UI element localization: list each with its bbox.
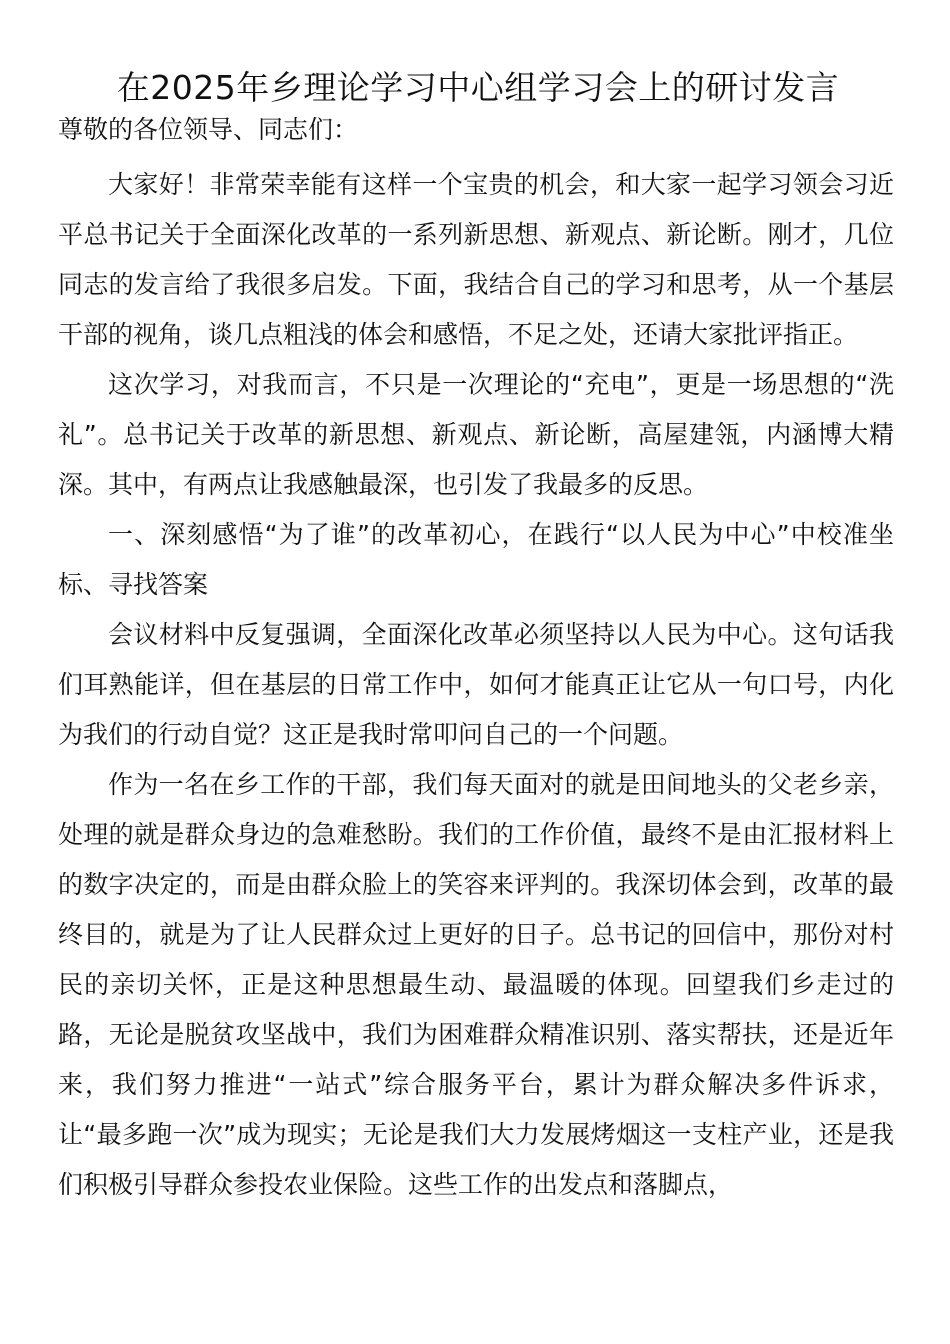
document-page: [58, 64, 894, 1210]
paragraph-learning-reflection: 这次学习，对我而言，不只是一次理论的“充电”，更是一场思想的“洗礼”。总书记关于改革的新思想、新观点、新论断，高屋建瓴，内涵博大精深。其中，有两点让我感触最深，也引发了我最多的反思。: [58, 370, 894, 499]
salutation: 尊敬的各位领导、同志们：: [58, 115, 359, 144]
paragraph-grassroots-work: 作为一名在乡工作的干部，我们每天面对的就是田间地头的父老乡亲，处理的就是群众身边的急难愁盼。我们的工作价值，最终不是由汇报材料上的数字决定的，而是由群众脸上的笑容来评判的。我深切体会到，改革的最终目的，就是为了让人民群众过上更好的日子。总书记的回信中，那份对村民的亲切关怀，正是这种思想最生动、最温暖的体现。回望我们乡走过的路，无论是脱贫攻坚战中，我们为困难群众精准识别、落实帮扶，还是近年来，我们努力推进“一站式”综合服务平台，累计为群众解决多件诉求，让“最多跑一次”成为现实；无论是我们大力发展烤烟这一支柱产业，还是我们积极引导群众参投农业保险。这些工作的出发点和落脚点，: [58, 770, 894, 1199]
section-heading-1: 一、深刻感悟“为了谁”的改革初心，在践行“以人民为中心”中校准坐标、寻找答案: [58, 520, 894, 599]
document-title: 在2025年乡理论学习中心组学习会上的研讨发言: [116, 68, 840, 107]
paragraph-opening: 大家好！非常荣幸能有这样一个宝贵的机会，和大家一起学习领会习近平总书记关于全面深化改革的一系列新思想、新观点、新论断。刚才，几位同志的发言给了我很多启发。下面，我结合自己的学习和思考，从一个基层干部的视角，谈几点粗浅的体会和感悟，不足之处，还请大家批评指正。: [58, 170, 894, 349]
paragraph-people-centered: 会议材料中反复强调，全面深化改革必须坚持以人民为中心。这句话我们耳熟能详，但在基层的日常工作中，如何才能真正让它从一句口号，内化为我们的行动自觉？这正是我时常叩问自己的一个问题。: [58, 620, 894, 749]
